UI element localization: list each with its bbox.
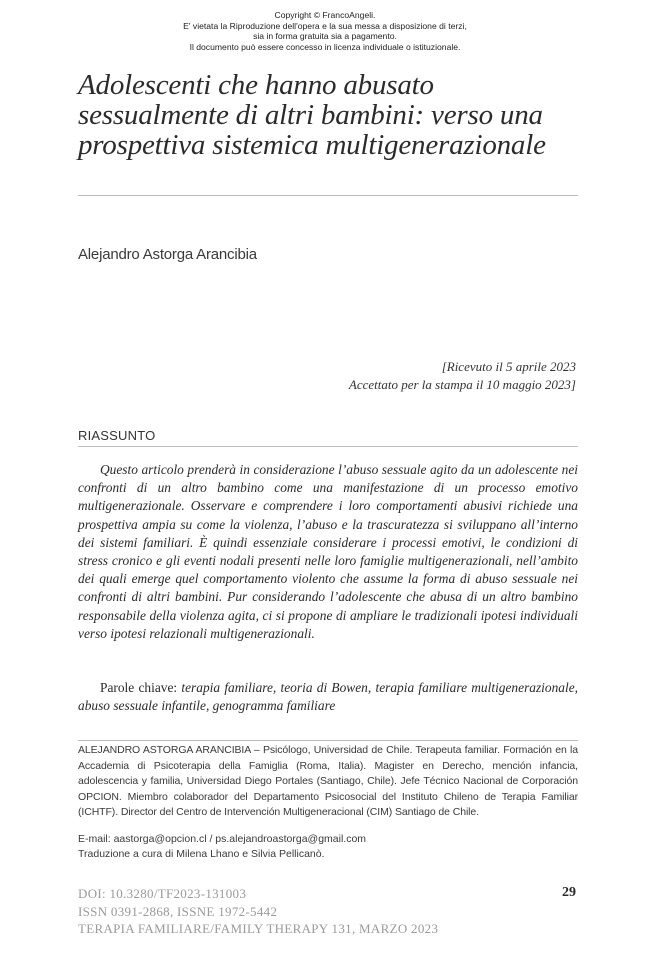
issn: ISSN 0391-2868, ISSNE 1972-5442 <box>78 903 278 919</box>
accepted-date: Accettato per la stampa il 10 maggio 2023] <box>348 377 576 392</box>
abstract-divider <box>78 446 578 447</box>
author-bio: ALEJANDRO ASTORGA ARANCIBIA – Psicólogo, Universidad de Chile. Terapeuta familiar. Formación en la Accademia di Psicoterapia della Famiglia (Roma, Italia). Magister en Derecho, mención infancia, adolescencia y familia, Universidad Diego Portales (Santiago, Chile). Jefe Técnico Nacional de Corporación OPCION. Miembro colaborador del Departamento Psicosocial del Instituto Chileno de Terapia Familiar (ICHTF). Director del Centro de Intervención Multigeneracional (CIM) Santiago de Chile. <box>78 744 578 818</box>
copyright-line: Il documento può essere concesso in licenza individuale o istituzionale. <box>189 41 461 52</box>
page-footer <box>78 885 438 938</box>
copyright-line: E' vietata la Riproduzione dell'opera e la sua messa a disposizione di terzi, <box>183 20 467 31</box>
author-name: Alejandro Astorga Arancibia <box>78 246 257 263</box>
bio-divider <box>78 740 578 741</box>
doi: DOI: 10.3280/TF2023-131003 <box>78 886 247 901</box>
page-number: 29 <box>562 885 576 900</box>
keywords-values: terapia familiare, teoria di Bowen, terapia familiare multigenerazionale, abuso sessuale infantile, genogramma familiare <box>78 680 578 714</box>
copyright-line: Copyright © FrancoAngeli. <box>274 10 376 20</box>
received-date: [Ricevuto il 5 aprile 2023 <box>441 359 576 374</box>
abstract-heading: RIASSUNTO <box>78 428 156 443</box>
title-divider <box>78 195 578 196</box>
author-email: E-mail: aastorga@opcion.cl / ps.alejandroastorga@gmail.com <box>78 833 367 845</box>
abstract-text: Questo articolo prenderà in considerazione l’abuso sessuale agito da un adolescente nei confronti di un altro bambino come una manifestazione di un processo emotivo multigenerazionale. Osservare e comprendere i loro comportamenti abusivi richiede una prospettiva ampia su come la violenza, l’abuso e la trascuratezza si sviluppano all’interno dei sistemi familiari. È quindi essenziale considerare i processi emotivi, le condizioni di stress cronico e gli eventi nodali presenti nelle loro famiglie multigenerazionali, nell’ambito dei quali emerge quel comportamento violento che assume la forma di abuso sessuale nei confronti di altri bambini. Pur considerando l’adolescente che abusa di un altro bambino responsabile della violenza agita, ci si propone di ampliare le tradizionali ipotesi individuali verso ipotesi relazionali multigenerazionali. <box>78 462 578 641</box>
translation-credit: Traduzione a cura di Milena Lhano e Silvia Pellicanò. <box>78 848 325 860</box>
copyright-line: sia in forma gratuita sia a pagamento. <box>253 31 397 42</box>
article-title: Adolescenti che hanno abusato sessualmente di altri bambini: verso una prospettiva sistemica multigenerazionale <box>78 69 546 161</box>
copyright-notice <box>0 10 650 52</box>
submission-dates <box>349 358 576 394</box>
keywords-label: Parole chiave: <box>100 680 178 695</box>
journal-info: TERAPIA FAMILIARE/FAMILY THERAPY 131, MARZO 2023 <box>78 921 439 936</box>
keywords <box>78 679 578 715</box>
